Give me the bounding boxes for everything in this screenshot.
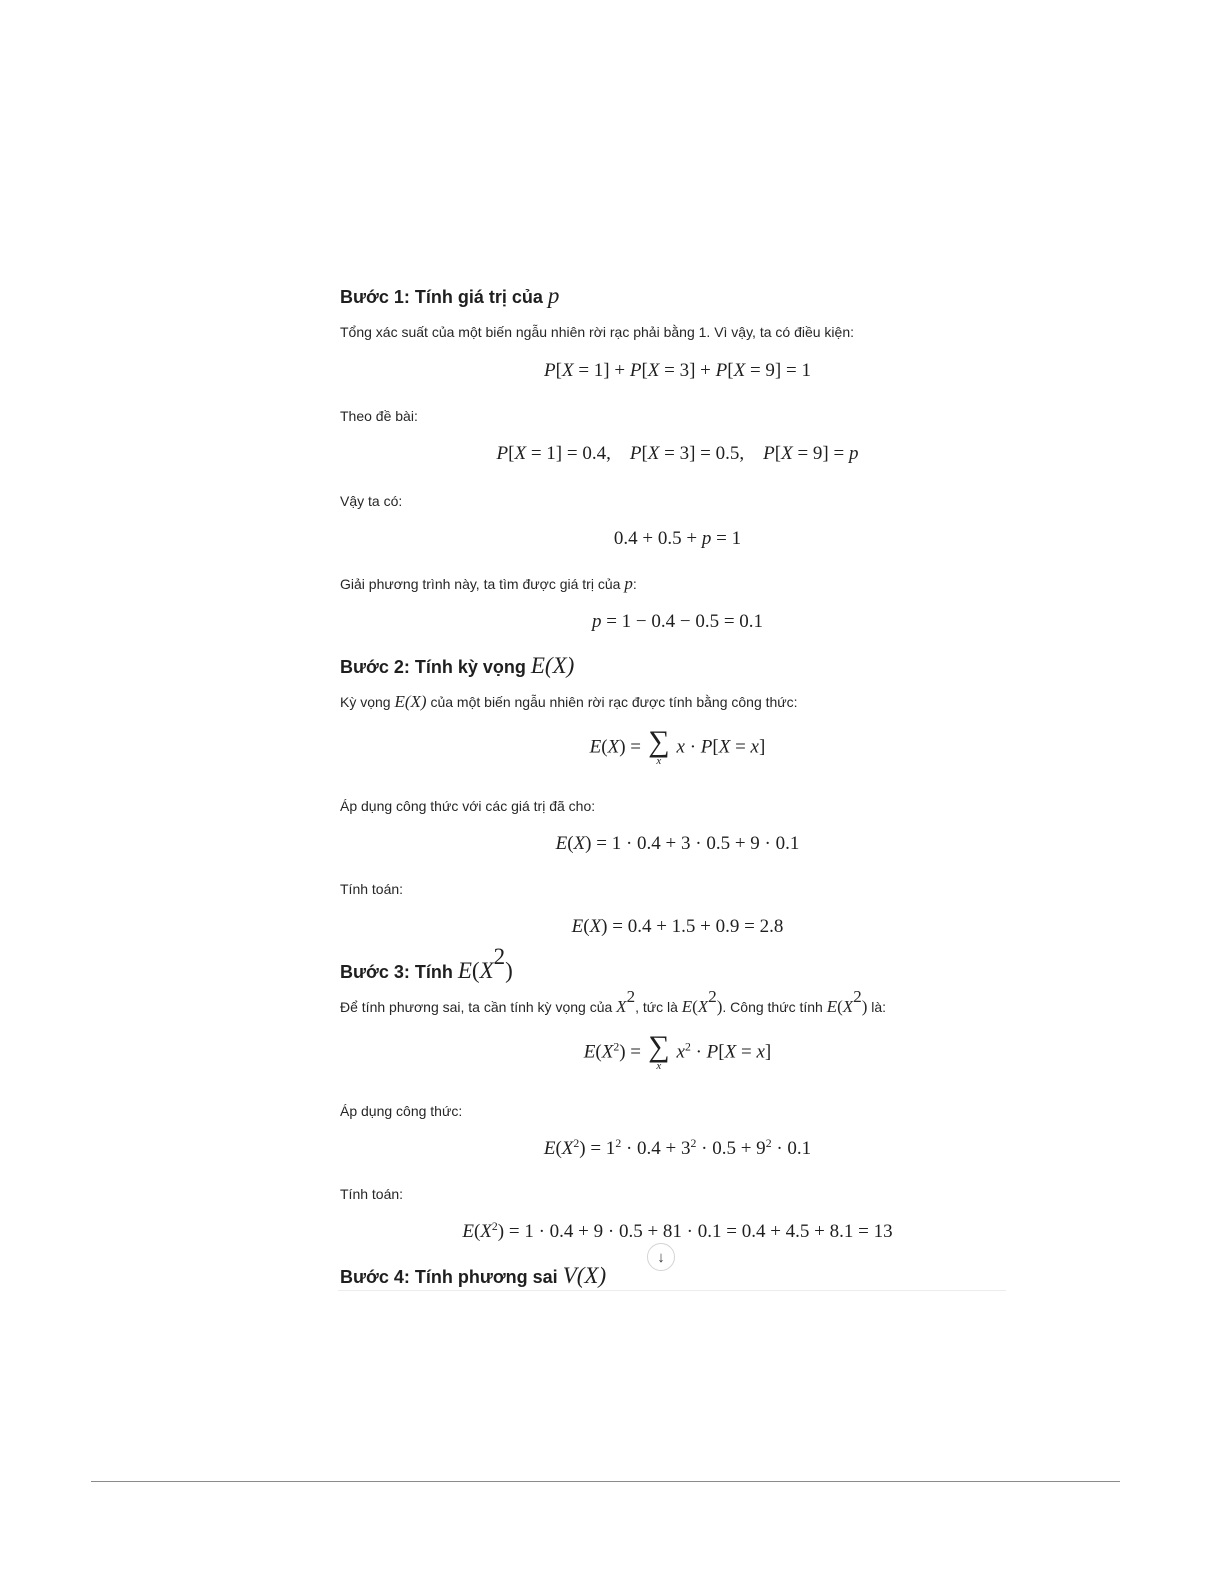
step1-given-label: Theo đề bài: xyxy=(340,408,418,424)
step1-so-label: Vậy ta có: xyxy=(340,493,403,509)
step4-heading: Bước 4: Tính phương sai V(X) xyxy=(340,1263,607,1288)
page-footer-divider xyxy=(91,1481,1120,1482)
arrow-down-icon: ↓ xyxy=(657,1248,665,1266)
equation-given-probabilities: P[X = 1] = 0.4, P[X = 3] = 0.5, P[X = 9] = p xyxy=(496,443,859,464)
equation-expectation-apply: E(X) = 1 · 0.4 + 3 · 0.5 + 9 · 0.1 xyxy=(555,833,800,854)
step2-heading: Bước 2: Tính kỳ vọng E(X) xyxy=(340,653,575,678)
equation-second-moment-formula: $E(X^2)$ = ∑ x $x^2 \cdot P[X = x]$ xyxy=(583,1030,772,1072)
step3-heading: Bước 3: Tính $E(X^2)$ xyxy=(340,944,513,983)
step2-apply-label: Áp dụng công thức với các giá trị đã cho: xyxy=(340,798,596,814)
step3-intro: Để tính phương sai, ta cần tính kỳ vọng của $X^2$, tức là $E(X^2)$. Công thức tính $E(X^2)$ là: xyxy=(340,987,887,1017)
equation-second-moment-result: $E(X^2) = 1 \cdot 0.4 + 9 \cdot 0.5 + 81 \cdot 0.1 = 0.4 + 4.5 + 8.1 = 13$ xyxy=(462,1219,893,1242)
step2-intro: Kỳ vọng E(X) của một biến ngẫu nhiên rời rạc được tính bằng công thức: xyxy=(340,692,798,711)
step3-apply-label: Áp dụng công thức: xyxy=(340,1103,463,1119)
equation-expectation-formula: E(X) = ∑ x x · P[X = x] xyxy=(589,725,766,767)
equation-second-moment-apply: $E(X^2) = 1^2 \cdot 0.4 + 3^2 \cdot 0.5 + 9^2 \cdot 0.1$ xyxy=(543,1136,812,1159)
step3-compute-label: Tính toán: xyxy=(340,1186,404,1202)
content-bottom-divider xyxy=(338,1290,1006,1291)
equation-sum: 0.4 + 0.5 + p = 1 xyxy=(613,528,742,549)
step2-compute-label: Tính toán: xyxy=(340,881,404,897)
scroll-to-bottom-button[interactable] xyxy=(647,1243,675,1271)
equation-expectation-result: E(X) = 0.4 + 1.5 + 0.9 = 2.8 xyxy=(571,916,784,937)
step1-solve-label: Giải phương trình này, ta tìm được giá trị của p: xyxy=(340,574,637,593)
step1-heading: Bước 1: Tính giá trị của p xyxy=(340,283,560,308)
step1-intro: Tổng xác suất của một biến ngẫu nhiên rời rạc phải bằng 1. Vì vậy, ta có điều kiện: xyxy=(340,324,855,340)
equation-solve-p: p = 1 − 0.4 − 0.5 = 0.1 xyxy=(591,611,764,632)
equation-total-probability: P[X = 1] + P[X = 3] + P[X = 9] = 1 xyxy=(544,360,811,381)
